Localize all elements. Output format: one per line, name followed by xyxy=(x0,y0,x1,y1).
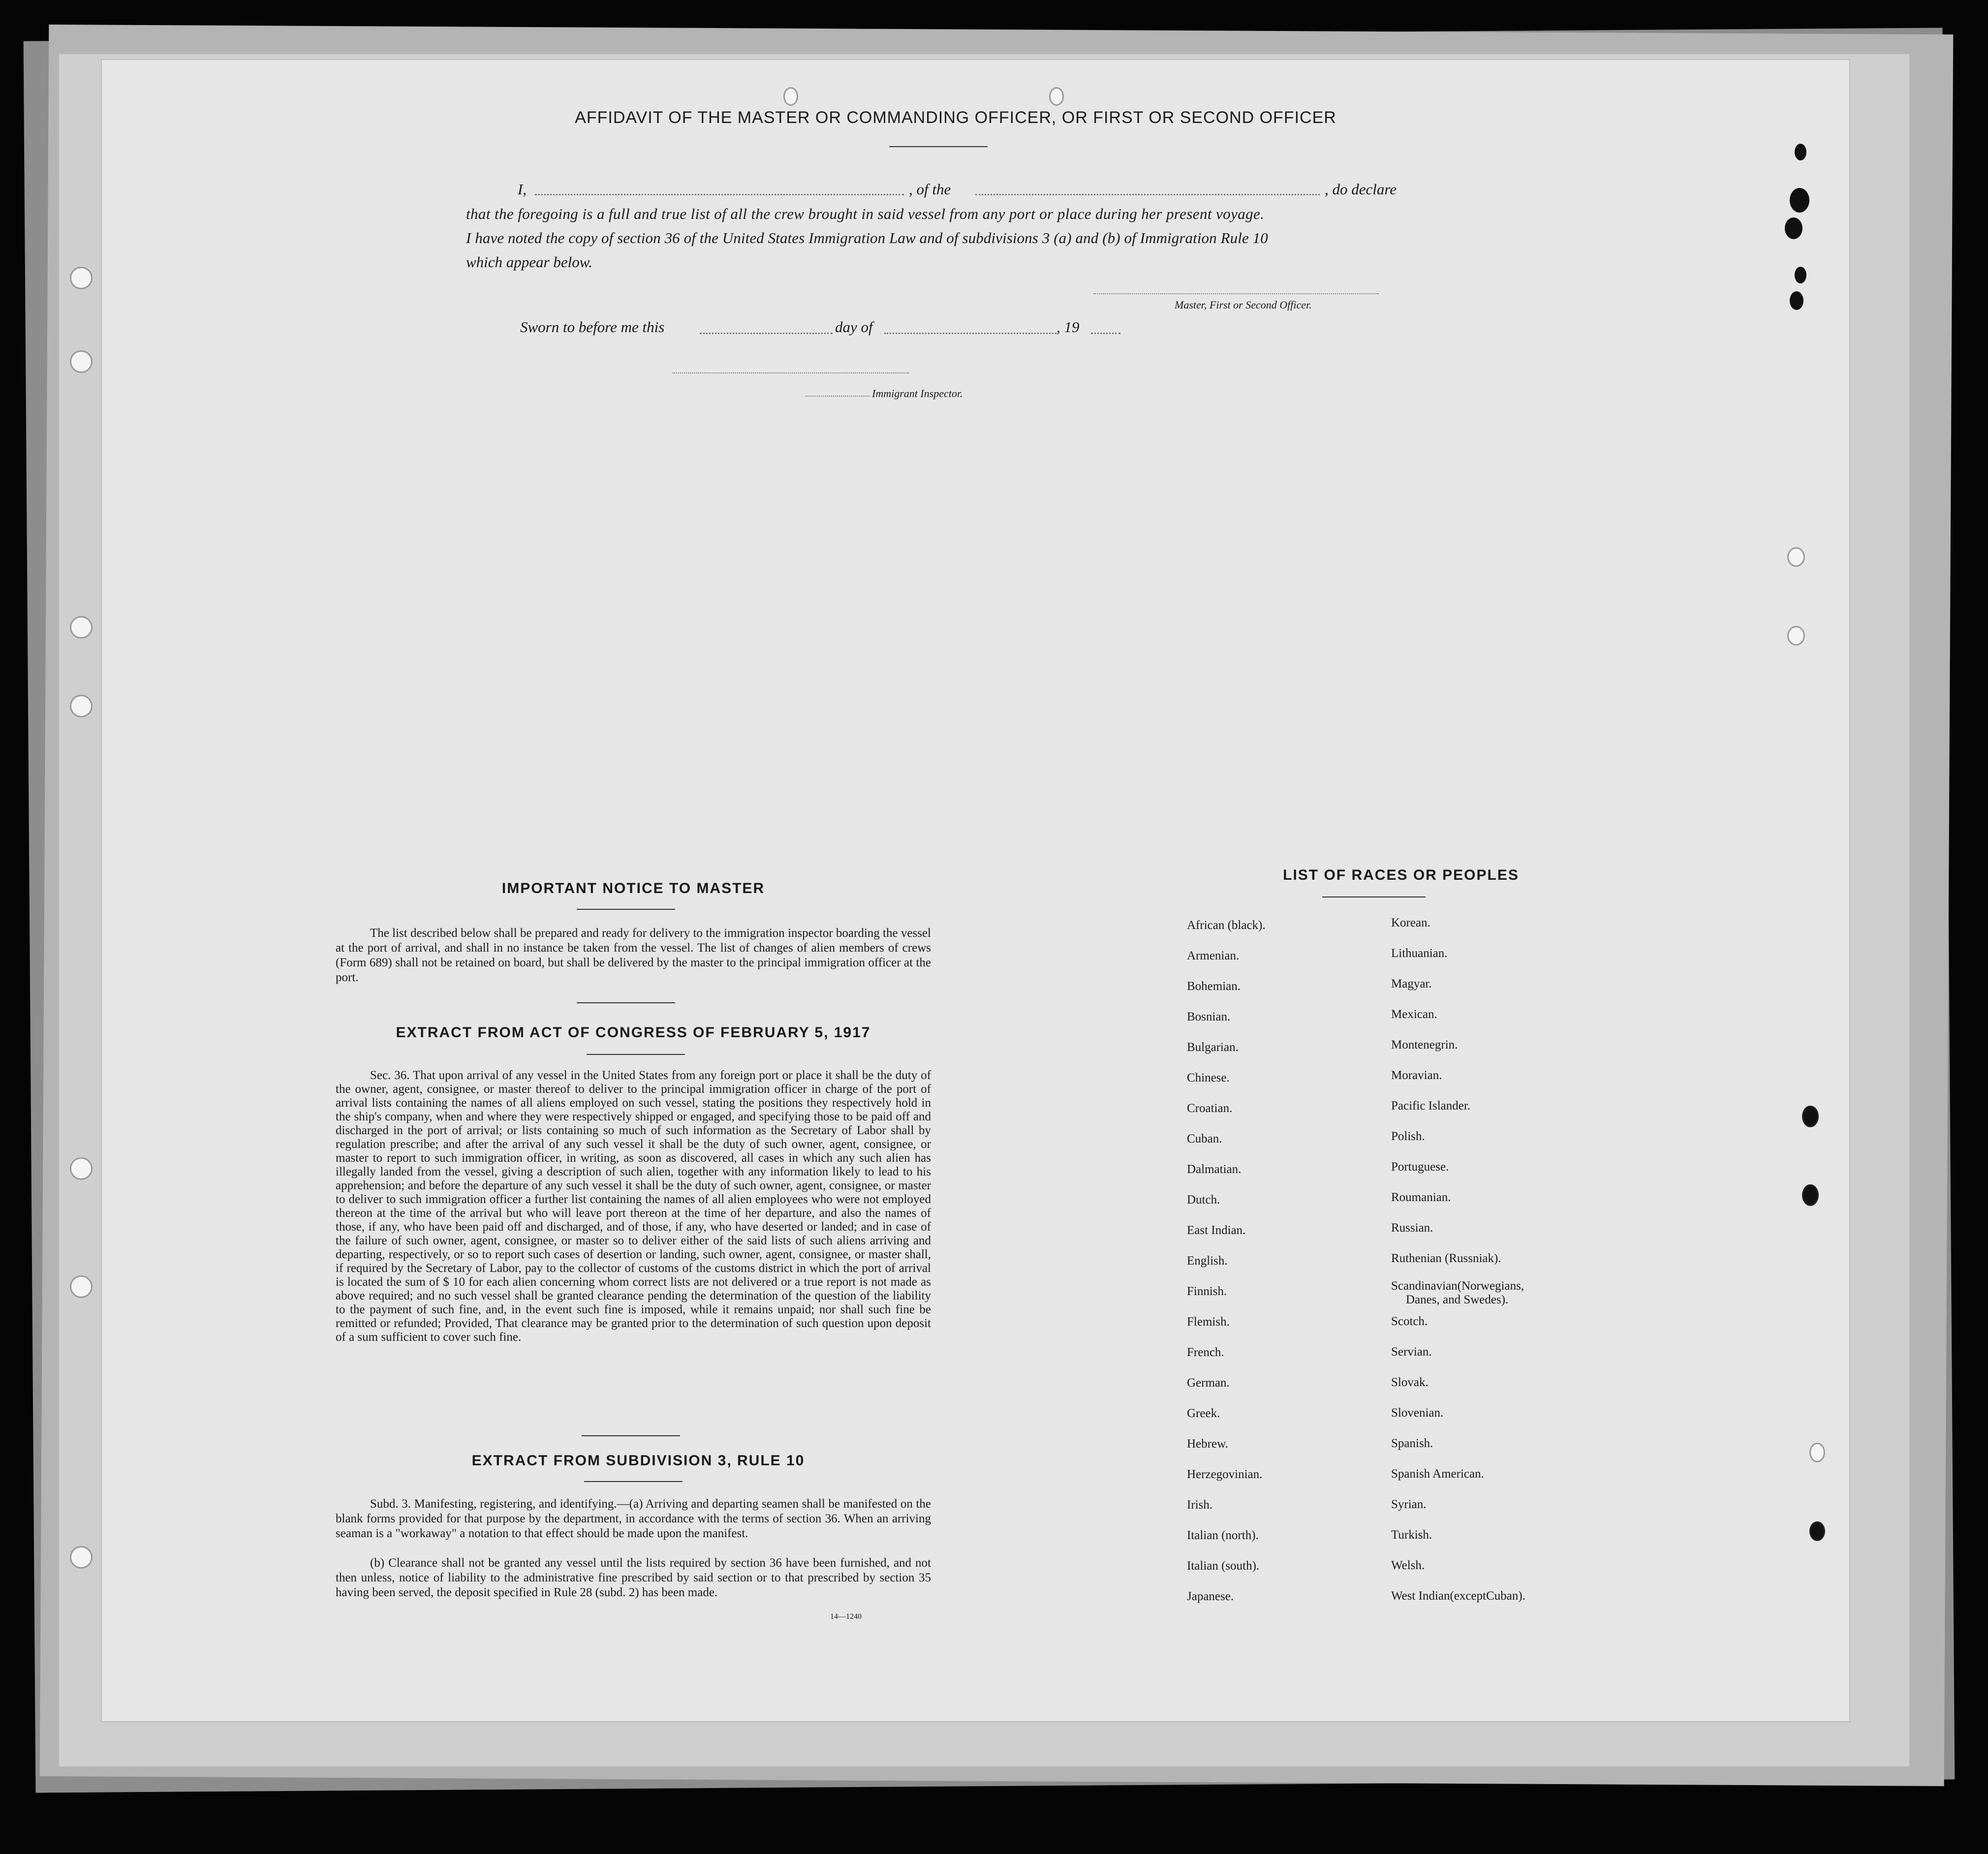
race-item: Cuban. xyxy=(1187,1132,1222,1145)
race-item: East Indian. xyxy=(1187,1224,1246,1237)
punch-mark xyxy=(1795,144,1806,160)
affidavit-title: AFFIDAVIT OF THE MASTER OR COMMANDING OFFICER, OR FIRST OR SECOND OFFICER xyxy=(575,108,1336,127)
divider-rule-2 xyxy=(582,1435,680,1436)
inspector-line-short xyxy=(806,396,870,397)
title-rule xyxy=(889,146,988,147)
race-item: Slovenian. xyxy=(1391,1406,1444,1420)
race-item: Dutch. xyxy=(1187,1193,1220,1206)
binding-hole xyxy=(1049,87,1064,106)
race-item: Japanese. xyxy=(1187,1590,1234,1603)
race-item: Bosnian. xyxy=(1187,1010,1231,1023)
signature-caption: Master, First or Second Officer. xyxy=(1175,299,1312,311)
race-item: Pacific Islander. xyxy=(1391,1099,1471,1112)
race-item: Greek. xyxy=(1187,1407,1220,1420)
race-item: Scotch. xyxy=(1391,1315,1428,1328)
race-item: Russian. xyxy=(1391,1221,1433,1235)
name-blank xyxy=(535,194,904,195)
form-number: 14—1240 xyxy=(830,1612,862,1621)
races-title: LIST OF RACES OR PEOPLES xyxy=(1283,867,1519,883)
race-item: Servian. xyxy=(1391,1345,1432,1359)
race-item: Mexican. xyxy=(1391,1008,1437,1021)
race-item: Welsh. xyxy=(1391,1559,1425,1572)
races-rule xyxy=(1322,896,1426,897)
race-item: Danes, and Swedes). xyxy=(1406,1293,1509,1306)
race-item: Scandinavian(Norwegians, xyxy=(1391,1279,1524,1293)
notice-title: IMPORTANT NOTICE TO MASTER xyxy=(501,880,765,896)
binding-hole xyxy=(70,616,93,639)
race-item: Turkish. xyxy=(1391,1528,1432,1542)
race-item: Slovak. xyxy=(1391,1376,1429,1389)
race-item: Ruthenian (Russniak). xyxy=(1391,1252,1501,1265)
race-item: Irish. xyxy=(1187,1498,1213,1512)
inspector-line xyxy=(673,372,909,373)
document-page xyxy=(101,59,1850,1722)
extract-rule-title: EXTRACT FROM SUBDIVISION 3, RULE 10 xyxy=(471,1452,805,1469)
extract-act-body: Sec. 36. That upon arrival of any vessel in the United States from any foreign port or place it shall be the duty of the owner, agent, consignee, or master thereof to deliver to the principal immigration officer in charge of the port of arrival lists containing the names of all aliens employed on such vessel, stating the positions they respectively hold in the ship's company, when and where they were respectively shipped or engaged, and specifying those to be paid off and discharged in the port of arrival; or lists containing so much of such information as the Secretary of Labor shall by regulation prescribe; and after the arrival of any such vessel it shall be the duty of such owner, agent, consignee, or master to report to such immigration officer, in writing, as soon as discovered, all cases in which any such alien has illegally landed from the vessel, giving a description of such alien, together with any information likely to lead to his apprehension; and before the departure of any such vessel it shall be the duty of such owner, agent, consignee, or master to deliver to such immigration officer a further list containing the names of all alien employees who were not employed thereon at the time of the arrival but who will leave port thereon at the time of her departure, and also the names of those, if any, who have been paid off and discharged, and of those, if any, who have deserted or landed; and in case of the failure of such owner, agent, consignee, or master so to deliver either of the said lists of such aliens arriving and departing, respectively, or so to report such cases of desertion or landing, such owner, agent, consignee, or master shall, if required by the Secretary of Labor, pay to the collector of customs of the customs district in which the port of arrival is located the sum of $ 10 for each alien concerning whom correct lists are not delivered or a true report is not made as above required; and no such vessel shall be granted clearance pending the determination of the question of the liability to the payment of such fine, and, in the event such fine is imposed, while it remains unpaid; nor shall such fine be remitted or refunded; Provided, That clearance may be granted prior to the determination of such question upon deposit of a sum sufficient to cover such fine. xyxy=(336,1069,931,1344)
notice-rule xyxy=(577,909,675,910)
race-item: Hebrew. xyxy=(1187,1437,1228,1451)
race-item: German. xyxy=(1187,1376,1230,1390)
inspector-caption: Immigrant Inspector. xyxy=(872,387,963,400)
race-item: Italian (north). xyxy=(1187,1529,1259,1542)
punch-mark xyxy=(1795,267,1806,283)
notice-body: The list described below shall be prepared and ready for delivery to the immigration inspector boarding the vessel at the port of arrival, and shall in no instance be taken from the vessel. The list of changes of alien members of crews (Form 689) shall not be retained on board, but shall be delivered by the master to the principal immigration officer at the port. xyxy=(336,927,931,984)
extract-act-title: EXTRACT FROM ACT OF CONGRESS OF FEBRUARY 5, 1917 xyxy=(396,1024,871,1041)
race-item: Moravian. xyxy=(1391,1069,1442,1082)
extract-rule-para-a: Subd. 3. Manifesting, registering, and identifying.—(a) Arriving and departing seamen shall be manifested on the blank forms provided for that purpose by the department, in accordance with the terms of section 36. When an arriving seaman is a "workaway" a notation to that effect should be made upon the manifest. xyxy=(336,1497,931,1540)
race-item: Dalmatian. xyxy=(1187,1163,1242,1176)
race-item: Croatian. xyxy=(1187,1102,1233,1115)
race-item: Finnish. xyxy=(1187,1285,1227,1298)
race-item: Spanish. xyxy=(1391,1437,1433,1450)
punch-mark xyxy=(1785,217,1802,239)
declaration-i: I, xyxy=(518,181,527,198)
declaration-do-declare: , do declare xyxy=(1325,181,1397,198)
extract-rule-rule xyxy=(584,1481,683,1482)
race-item: Roumanian. xyxy=(1391,1191,1451,1204)
race-item: Italian (south). xyxy=(1187,1559,1260,1573)
race-item: African (black). xyxy=(1187,919,1266,932)
punch-mark xyxy=(1802,1184,1819,1206)
declaration-line-3: I have noted the copy of section 36 of the United States Immigration Law and of subdivisions 3 (a) and (b) of Immigration Rule 10 xyxy=(466,229,1268,247)
race-item: West Indian(exceptCuban). xyxy=(1391,1589,1525,1603)
sworn-day-of: day of xyxy=(835,318,873,336)
race-item: Armenian. xyxy=(1187,949,1240,962)
sworn-day-blank xyxy=(700,333,833,334)
binding-hole xyxy=(1787,547,1805,567)
race-item: Bulgarian. xyxy=(1187,1041,1239,1054)
binding-hole xyxy=(1809,1443,1825,1462)
punch-mark xyxy=(1790,188,1809,213)
vessel-blank xyxy=(975,194,1320,195)
punch-mark xyxy=(1802,1106,1819,1127)
race-item: Bohemian. xyxy=(1187,980,1241,993)
race-item: Lithuanian. xyxy=(1391,947,1448,960)
punch-mark xyxy=(1790,291,1803,310)
declaration-line-2: that the foregoing is a full and true list of all the crew brought in said vessel from any port or place during her present voyage. xyxy=(466,205,1265,222)
race-item: Syrian. xyxy=(1391,1498,1427,1511)
binding-hole xyxy=(70,695,93,717)
extract-rule-para-b: (b) Clearance shall not be granted any vessel until the lists required by section 36 have been furnished, and not then unless, notice of liability to the administrative fine prescribed by said section or to that prescribed by section 35 having been served, the deposit specified in Rule 28 (subd. 2) has been made. xyxy=(336,1556,931,1599)
punch-mark xyxy=(1809,1521,1825,1541)
extract-act-rule xyxy=(587,1054,685,1055)
divider-rule xyxy=(577,1002,675,1003)
sworn-text: Sworn to before me this xyxy=(520,318,665,336)
race-item: Flemish. xyxy=(1187,1315,1230,1329)
binding-hole xyxy=(70,1546,93,1569)
declaration-of-the: , of the xyxy=(909,181,951,198)
race-item: Spanish American. xyxy=(1391,1467,1484,1481)
sworn-month-blank xyxy=(884,333,1056,334)
race-item: Montenegrin. xyxy=(1391,1038,1458,1051)
race-item: French. xyxy=(1187,1346,1224,1359)
binding-hole xyxy=(783,87,798,106)
binding-hole xyxy=(1787,626,1805,646)
race-item: English. xyxy=(1187,1254,1228,1267)
binding-hole xyxy=(70,267,93,289)
sworn-year: , 19 xyxy=(1056,318,1080,336)
binding-hole xyxy=(70,1157,93,1180)
sworn-year-blank xyxy=(1091,333,1120,334)
declaration-line-4: which appear below. xyxy=(466,253,592,271)
race-item: Chinese. xyxy=(1187,1071,1230,1084)
binding-hole xyxy=(70,350,93,373)
race-item: Herzegovinian. xyxy=(1187,1468,1263,1481)
race-item: Portuguese. xyxy=(1391,1160,1449,1174)
race-item: Korean. xyxy=(1391,916,1430,929)
signature-line xyxy=(1093,293,1379,294)
race-item: Magyar. xyxy=(1391,977,1432,990)
binding-hole xyxy=(70,1275,93,1298)
race-item: Polish. xyxy=(1391,1130,1425,1143)
